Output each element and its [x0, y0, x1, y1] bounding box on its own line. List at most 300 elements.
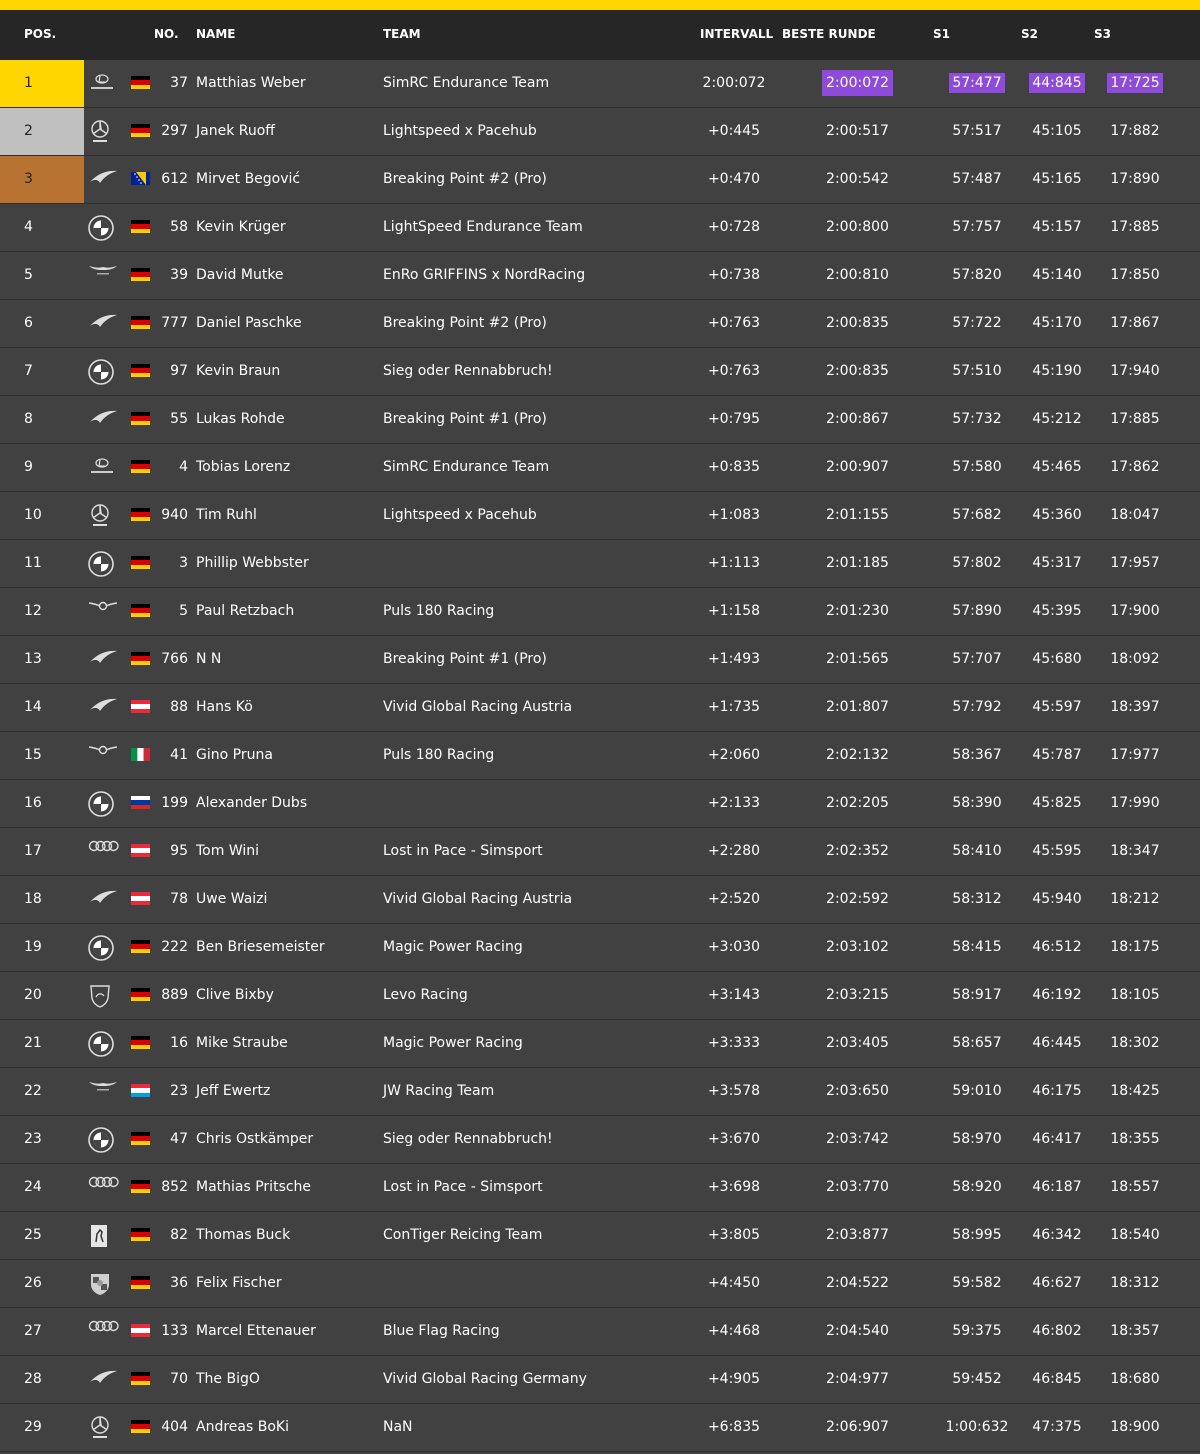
table-row[interactable] [0, 492, 1200, 540]
mclaren-icon [88, 311, 112, 335]
interval-value: +4:468 [707, 1323, 761, 1339]
bentley-icon [88, 599, 112, 623]
sector2-text: 46:445 [1032, 1035, 1082, 1051]
sector1-value [940, 1035, 1014, 1051]
driver-name[interactable]: N N [196, 651, 222, 667]
car-number: 36 [170, 1275, 188, 1291]
sector1-value [940, 795, 1014, 811]
driver-name[interactable]: Gino Pruna [196, 747, 273, 763]
position-cell [0, 1356, 84, 1403]
team-name[interactable]: Lightspeed x Pacehub [383, 507, 537, 523]
sector1-text: 58:367 [952, 747, 1002, 763]
position-cell [0, 156, 84, 203]
sector2-value [1020, 219, 1094, 235]
sector2-text: 45:825 [1032, 795, 1082, 811]
lexus-icon [88, 71, 112, 95]
car-number: 58 [170, 219, 188, 235]
car-number: 133 [161, 1323, 188, 1339]
team-name[interactable]: ConTiger Reicing Team [383, 1227, 543, 1243]
position-cell [0, 60, 84, 107]
driver-name[interactable]: Mirvet Begović [196, 171, 301, 187]
car-number: 47 [170, 1131, 188, 1147]
flag-de-icon [131, 556, 150, 569]
sector2-text: 45:105 [1032, 123, 1082, 139]
driver-name[interactable]: Lukas Rohde [196, 411, 285, 427]
position-cell [0, 732, 84, 779]
team-name[interactable]: Lightspeed x Pacehub [383, 123, 537, 139]
interval-value: +3:670 [707, 1131, 761, 1147]
team-name[interactable]: SimRC Endurance Team [383, 459, 550, 475]
best-lap-value [805, 603, 910, 619]
best-lap-text: 2:00:835 [826, 315, 889, 331]
best-lap-text: 2:03:215 [826, 987, 889, 1003]
table-row[interactable] [0, 396, 1200, 444]
position-cell [0, 108, 84, 155]
sector1-value [940, 651, 1014, 667]
best-lap-text: 2:04:522 [826, 1275, 889, 1291]
driver-name[interactable]: Kevin Braun [196, 363, 281, 379]
sector3-value [1098, 891, 1172, 907]
interval-value: 2:00:072 [702, 75, 766, 91]
table-row[interactable] [0, 972, 1200, 1020]
best-lap-value [805, 891, 910, 907]
position-number: 14 [24, 699, 42, 715]
sector3-text: 17:990 [1110, 795, 1160, 811]
sector3-value [1098, 1083, 1172, 1099]
mclaren-icon [88, 1367, 112, 1391]
mercedes-amg-icon [88, 1415, 112, 1439]
sector3-text: 18:047 [1110, 507, 1160, 523]
sector3-text: 17:850 [1110, 267, 1160, 283]
best-lap-value [805, 651, 910, 667]
sector1-value [940, 459, 1014, 475]
interval-value: +4:905 [707, 1371, 761, 1387]
flag-de-icon [131, 1372, 150, 1385]
position-cell [0, 444, 84, 491]
sector2-text: 46:627 [1032, 1275, 1082, 1291]
position-number: 5 [24, 267, 33, 283]
sector1-text: 57:580 [952, 459, 1002, 475]
sector1-text: 57:757 [952, 219, 1002, 235]
flag-de-icon [131, 1228, 150, 1241]
table-row[interactable] [0, 1116, 1200, 1164]
car-number: 16 [170, 1035, 188, 1051]
best-lap-text: 2:02:352 [826, 843, 889, 859]
interval-value: +4:450 [707, 1275, 761, 1291]
best-lap-value [805, 1227, 910, 1243]
flag-de-icon [131, 940, 150, 953]
sector3-text: 18:302 [1110, 1035, 1160, 1051]
position-cell [0, 252, 84, 299]
sector1-value [940, 1419, 1014, 1435]
sector1-value [940, 843, 1014, 859]
position-cell [0, 1308, 84, 1355]
driver-name[interactable]: Uwe Waizi [196, 891, 268, 907]
table-row[interactable] [0, 780, 1200, 828]
car-number: 3 [179, 555, 188, 571]
sector2-text: 45:212 [1032, 411, 1082, 427]
car-number: 70 [170, 1371, 188, 1387]
sector2-text: 45:680 [1032, 651, 1082, 667]
driver-name[interactable]: Daniel Paschke [196, 315, 302, 331]
lamborghini-icon [88, 983, 112, 1007]
table-row[interactable] [0, 204, 1200, 252]
best-lap-value [805, 75, 910, 91]
porsche-icon [88, 1271, 112, 1295]
table-row[interactable] [0, 60, 1200, 108]
team-name[interactable]: Sieg oder Rennabbruch! [383, 1131, 553, 1147]
sector3-value [1098, 219, 1172, 235]
sector3-value [1098, 987, 1172, 1003]
sector1-text: 58:657 [952, 1035, 1002, 1051]
position-cell [0, 1020, 84, 1067]
bmw-icon [88, 1127, 112, 1151]
table-row[interactable] [0, 828, 1200, 876]
team-name[interactable]: EnRo GRIFFINS x NordRacing [383, 267, 586, 283]
sector2-text: 44:845 [1029, 73, 1084, 93]
team-name[interactable]: LightSpeed Endurance Team [383, 219, 583, 235]
sector2-text: 46:802 [1032, 1323, 1082, 1339]
car-number: 222 [161, 939, 188, 955]
sector3-value [1098, 1323, 1172, 1339]
sector1-text: 57:890 [952, 603, 1002, 619]
position-number: 25 [24, 1227, 42, 1243]
audi-icon [88, 839, 112, 863]
table-row[interactable] [0, 684, 1200, 732]
sector2-text: 45:360 [1032, 507, 1082, 523]
sector2-text: 46:192 [1032, 987, 1082, 1003]
team-name[interactable]: JW Racing Team [383, 1083, 495, 1099]
interval-value: +6:835 [707, 1419, 761, 1435]
interval-value: +3:333 [707, 1035, 761, 1051]
car-number: 297 [161, 123, 188, 139]
team-name[interactable]: Lost in Pace - Simsport [383, 843, 543, 859]
driver-name[interactable]: Mike Straube [196, 1035, 288, 1051]
driver-name[interactable]: David Mutke [196, 267, 284, 283]
driver-name[interactable]: Jeff Ewertz [196, 1083, 271, 1099]
table-row[interactable] [0, 924, 1200, 972]
driver-name[interactable]: Felix Fischer [196, 1275, 282, 1291]
team-name[interactable]: Magic Power Racing [383, 939, 523, 955]
sector2-text: 45:940 [1032, 891, 1082, 907]
sector3-text: 17:882 [1110, 123, 1160, 139]
driver-name[interactable]: Matthias Weber [196, 75, 306, 91]
driver-name[interactable]: Alexander Dubs [196, 795, 308, 811]
best-lap-text: 2:01:185 [826, 555, 889, 571]
team-name[interactable]: NaN [383, 1419, 413, 1435]
flag-it-icon [131, 748, 150, 761]
sector3-value [1098, 459, 1172, 475]
sector2-value [1020, 987, 1094, 1003]
best-lap-text: 2:03:650 [826, 1083, 889, 1099]
sector1-text: 58:390 [952, 795, 1002, 811]
sector3-value [1098, 507, 1172, 523]
mclaren-icon [88, 887, 112, 911]
col-header-no[interactable]: NO. [154, 27, 179, 41]
sector3-value [1098, 75, 1172, 91]
interval-value: +3:805 [707, 1227, 761, 1243]
sector2-text: 45:140 [1032, 267, 1082, 283]
position-number: 2 [24, 123, 33, 139]
table-row[interactable] [0, 732, 1200, 780]
driver-name[interactable]: Chris Ostkämper [196, 1131, 314, 1147]
position-cell [0, 300, 84, 347]
sector2-value [1020, 699, 1094, 715]
sector3-text: 17:957 [1110, 555, 1160, 571]
sector3-value [1098, 1131, 1172, 1147]
best-lap-text: 2:01:155 [826, 507, 889, 523]
best-lap-value [805, 1035, 910, 1051]
sector3-value [1098, 555, 1172, 571]
position-cell [0, 1116, 84, 1163]
bmw-icon [88, 1031, 112, 1055]
sector1-value [940, 1227, 1014, 1243]
table-row[interactable] [0, 876, 1200, 924]
driver-name[interactable]: Andreas BoKi [196, 1419, 289, 1435]
team-name[interactable]: Magic Power Racing [383, 1035, 523, 1051]
driver-name[interactable]: Kevin Krüger [196, 219, 286, 235]
position-number: 19 [24, 939, 42, 955]
sector2-value [1020, 171, 1094, 187]
team-name[interactable]: Breaking Point #2 (Pro) [383, 315, 547, 331]
car-number: 39 [170, 267, 188, 283]
driver-name[interactable]: Marcel Ettenauer [196, 1323, 316, 1339]
sector1-text: 58:917 [952, 987, 1002, 1003]
sector3-text: 18:312 [1110, 1275, 1160, 1291]
col-header-name[interactable]: NAME [196, 27, 236, 41]
team-name[interactable]: Puls 180 Racing [383, 603, 495, 619]
best-lap-value [805, 363, 910, 379]
team-name[interactable]: SimRC Endurance Team [383, 75, 550, 91]
position-number: 16 [24, 795, 42, 811]
position-number: 13 [24, 651, 42, 667]
sector1-value [940, 1275, 1014, 1291]
interval-value: +0:763 [707, 315, 761, 331]
table-row[interactable] [0, 636, 1200, 684]
position-number: 8 [24, 411, 33, 427]
table-row[interactable] [0, 300, 1200, 348]
mercedes-amg-icon [88, 503, 112, 527]
best-lap-value [805, 555, 910, 571]
team-name[interactable]: Vivid Global Racing Austria [383, 891, 573, 907]
bmw-icon [88, 215, 112, 239]
col-header-team[interactable]: TEAM [383, 27, 421, 41]
table-header [0, 10, 1200, 60]
car-number: 23 [170, 1083, 188, 1099]
car-number: 404 [161, 1419, 188, 1435]
best-lap-value [805, 1083, 910, 1099]
table-row[interactable] [0, 156, 1200, 204]
sector3-text: 18:105 [1110, 987, 1160, 1003]
table-row[interactable] [0, 1404, 1200, 1452]
position-number: 26 [24, 1275, 42, 1291]
lexus-icon [88, 455, 112, 479]
table-row[interactable] [0, 588, 1200, 636]
sector2-value [1020, 603, 1094, 619]
position-number: 29 [24, 1419, 42, 1435]
table-row[interactable] [0, 252, 1200, 300]
mercedes-amg-icon [88, 119, 112, 143]
aston-martin-icon [88, 1079, 112, 1103]
position-cell [0, 1068, 84, 1115]
table-row[interactable] [0, 108, 1200, 156]
position-cell [0, 540, 84, 587]
sector1-value [940, 699, 1014, 715]
driver-name[interactable]: Thomas Buck [196, 1227, 291, 1243]
sector3-text: 17:885 [1110, 411, 1160, 427]
car-number: 852 [161, 1179, 188, 1195]
sector3-value [1098, 1275, 1172, 1291]
sector3-value [1098, 1371, 1172, 1387]
sector1-text: 57:732 [952, 411, 1002, 427]
sector1-value [940, 987, 1014, 1003]
col-header-best-lap[interactable]: BESTE RUNDE [782, 27, 876, 41]
sector1-text: 58:410 [952, 843, 1002, 859]
car-number: 97 [170, 363, 188, 379]
table-row[interactable] [0, 1308, 1200, 1356]
driver-name[interactable]: Tom Wini [196, 843, 260, 859]
sector2-text: 46:845 [1032, 1371, 1082, 1387]
driver-name[interactable]: Janek Ruoff [196, 123, 275, 139]
best-lap-value [805, 699, 910, 715]
driver-name[interactable]: Phillip Webbster [196, 555, 309, 571]
col-header-pos[interactable]: POS. [24, 27, 57, 41]
accent-bar [0, 0, 1200, 10]
best-lap-value [805, 939, 910, 955]
sector2-text: 45:165 [1032, 171, 1082, 187]
driver-name[interactable]: Clive Bixby [196, 987, 274, 1003]
flag-at-icon [131, 844, 150, 857]
team-name[interactable]: Blue Flag Racing [383, 1323, 500, 1339]
sector2-text: 45:395 [1032, 603, 1082, 619]
sector3-value [1098, 315, 1172, 331]
car-number: 78 [170, 891, 188, 907]
position-cell [0, 828, 84, 875]
sector1-value [940, 1323, 1014, 1339]
sector1-text: 59:010 [952, 1083, 1002, 1099]
table-row[interactable] [0, 1164, 1200, 1212]
table-row[interactable] [0, 348, 1200, 396]
team-name[interactable]: Puls 180 Racing [383, 747, 495, 763]
driver-name[interactable]: Mathias Pritsche [196, 1179, 312, 1195]
interval-value: +2:133 [707, 795, 761, 811]
sector2-text: 46:417 [1032, 1131, 1082, 1147]
team-name[interactable]: Breaking Point #1 (Pro) [383, 651, 547, 667]
sector2-value [1020, 267, 1094, 283]
sector3-text: 18:425 [1110, 1083, 1160, 1099]
sector1-text: 58:970 [952, 1131, 1002, 1147]
sector3-text: 18:092 [1110, 651, 1160, 667]
sector3-value [1098, 123, 1172, 139]
table-row[interactable] [0, 1212, 1200, 1260]
col-header-interval[interactable]: INTERVALL [700, 27, 774, 41]
flag-de-icon [131, 364, 150, 377]
sector2-value [1020, 651, 1094, 667]
sector3-value [1098, 267, 1172, 283]
sector1-text: 57:510 [952, 363, 1002, 379]
sector1-text: 57:820 [952, 267, 1002, 283]
team-name[interactable]: Vivid Global Racing Germany [383, 1371, 587, 1387]
sector2-value [1020, 1035, 1094, 1051]
car-number: 88 [170, 699, 188, 715]
sector1-value [940, 555, 1014, 571]
table-row[interactable] [0, 1260, 1200, 1308]
position-number: 21 [24, 1035, 42, 1051]
sector3-value [1098, 843, 1172, 859]
driver-name[interactable]: Ben Briesemeister [196, 939, 325, 955]
team-name[interactable]: Levo Racing [383, 987, 468, 1003]
mclaren-icon [88, 647, 112, 671]
position-number: 11 [24, 555, 42, 571]
team-name[interactable]: Breaking Point #1 (Pro) [383, 411, 547, 427]
sector2-value [1020, 75, 1094, 91]
sector2-value [1020, 843, 1094, 859]
interval-value: +3:030 [707, 939, 761, 955]
team-name[interactable]: Breaking Point #2 (Pro) [383, 171, 547, 187]
position-number: 23 [24, 1131, 42, 1147]
table-row[interactable] [0, 1020, 1200, 1068]
car-number: 82 [170, 1227, 188, 1243]
sector2-value [1020, 363, 1094, 379]
best-lap-text: 2:00:542 [826, 171, 889, 187]
driver-name[interactable]: Hans Kö [196, 699, 253, 715]
interval-value: +0:728 [707, 219, 761, 235]
audi-icon [88, 1319, 112, 1343]
table-row[interactable] [0, 1068, 1200, 1116]
driver-name[interactable]: Tobias Lorenz [196, 459, 291, 475]
position-cell [0, 876, 84, 923]
sector2-value [1020, 459, 1094, 475]
col-header-s2[interactable]: S2 [1021, 27, 1038, 41]
table-row[interactable] [0, 444, 1200, 492]
sector2-text: 45:465 [1032, 459, 1082, 475]
driver-name[interactable]: Paul Retzbach [196, 603, 295, 619]
car-number: 889 [161, 987, 188, 1003]
driver-name[interactable]: Tim Ruhl [196, 507, 257, 523]
position-number: 10 [24, 507, 42, 523]
best-lap-value [805, 507, 910, 523]
sector3-value [1098, 699, 1172, 715]
sector2-text: 46:175 [1032, 1083, 1082, 1099]
sector1-value [940, 363, 1014, 379]
driver-name[interactable]: The BigO [196, 1371, 260, 1387]
position-cell [0, 780, 84, 827]
interval-value: +3:143 [707, 987, 761, 1003]
sector2-value [1020, 315, 1094, 331]
team-name[interactable]: Vivid Global Racing Austria [383, 699, 573, 715]
position-number: 3 [24, 171, 33, 187]
ferrari-icon [88, 1223, 112, 1247]
col-header-s3[interactable]: S3 [1094, 27, 1111, 41]
col-header-s1[interactable]: S1 [933, 27, 950, 41]
bmw-icon [88, 935, 112, 959]
sector1-value [940, 939, 1014, 955]
sector2-value [1020, 747, 1094, 763]
table-row[interactable] [0, 1356, 1200, 1404]
interval-value: +0:795 [707, 411, 761, 427]
sector2-value [1020, 1083, 1094, 1099]
position-number: 17 [24, 843, 42, 859]
flag-de-icon [131, 988, 150, 1001]
team-name[interactable]: Sieg oder Rennabbruch! [383, 363, 553, 379]
table-row[interactable] [0, 540, 1200, 588]
best-lap-text: 2:00:072 [822, 70, 893, 96]
position-cell [0, 1260, 84, 1307]
sector1-value [940, 75, 1014, 91]
bentley-icon [88, 743, 112, 767]
team-name[interactable]: Lost in Pace - Simsport [383, 1179, 543, 1195]
interval-value: +1:158 [707, 603, 761, 619]
